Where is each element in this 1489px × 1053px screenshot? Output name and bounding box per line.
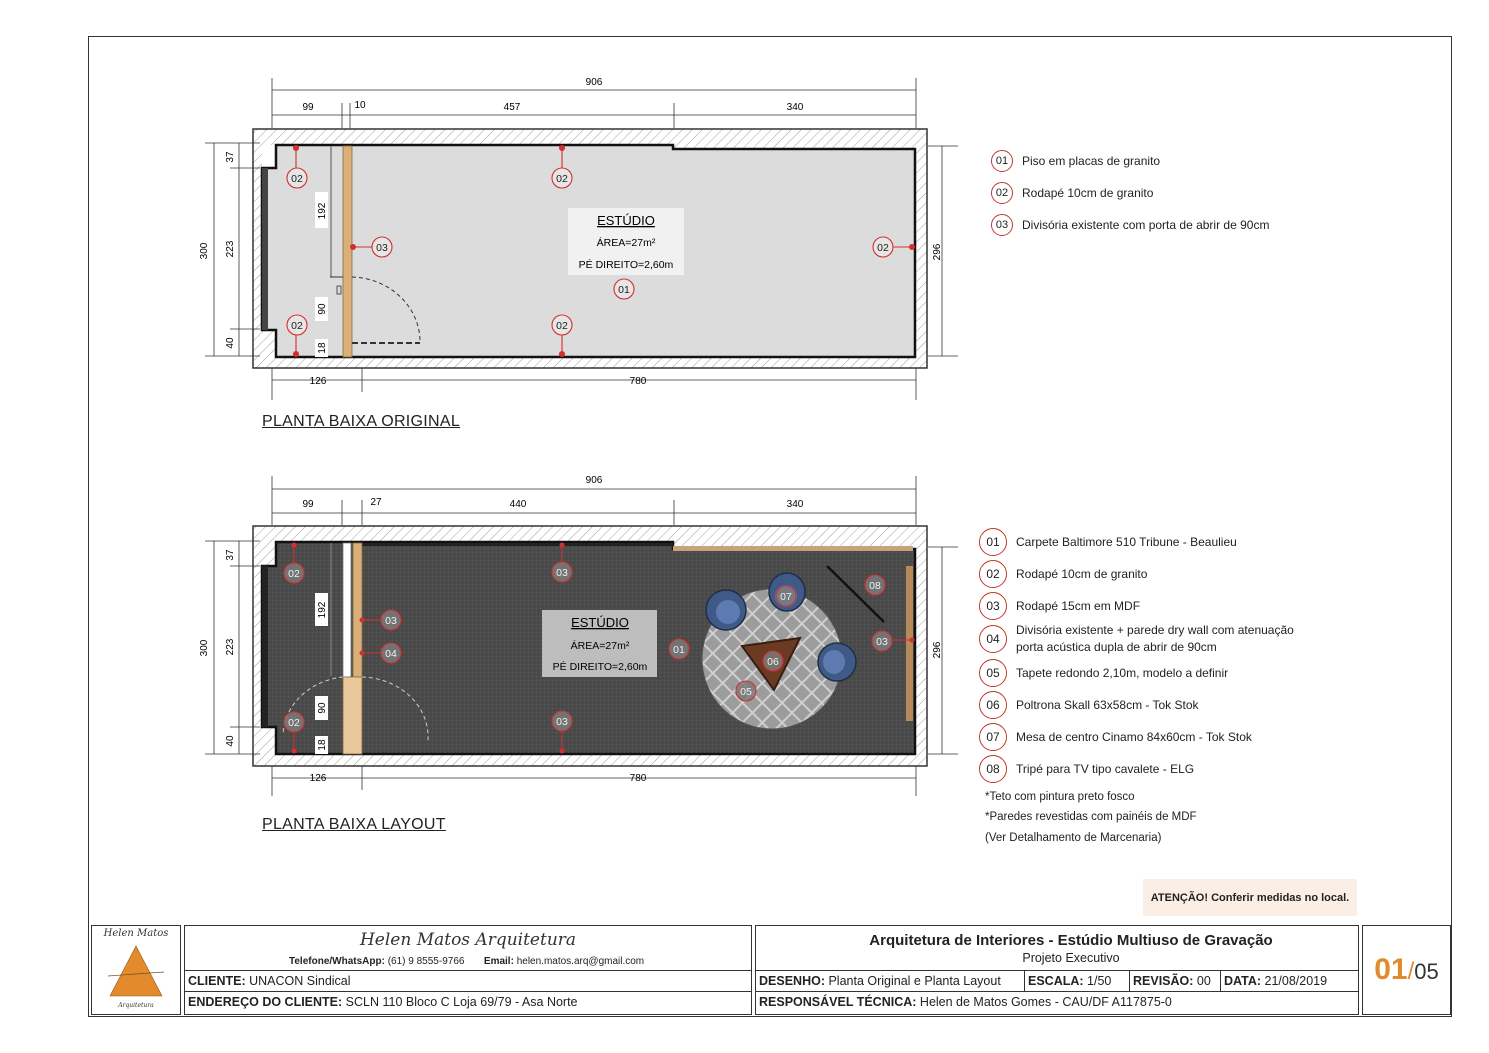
dim-top-b: 10 bbox=[354, 100, 366, 111]
marker-02: 02 bbox=[288, 568, 300, 580]
legend-text: Divisória existente com porta de abrir de 90cm bbox=[1022, 218, 1270, 232]
date-value: 21/08/2019 bbox=[1264, 974, 1328, 988]
client-row bbox=[188, 974, 351, 988]
dim-left-total: 300 bbox=[199, 242, 210, 260]
note-ceiling: *Teto com pintura preto fosco bbox=[985, 791, 1135, 803]
marker-07: 07 bbox=[780, 591, 792, 603]
room-ceiling: PÉ DIREITO=2,60m bbox=[578, 259, 674, 271]
dim-right: 296 bbox=[932, 641, 943, 659]
legend-num: 03 bbox=[979, 592, 1007, 620]
legend-item bbox=[991, 214, 1269, 236]
divider bbox=[756, 970, 1358, 971]
sheet-current: 01 bbox=[1374, 953, 1408, 986]
legend-num: 01 bbox=[991, 150, 1013, 172]
revision-row bbox=[1133, 974, 1211, 988]
dim-top-b: 27 bbox=[370, 497, 382, 508]
legend-item bbox=[979, 659, 1228, 687]
legend-text: Rodapé 10cm de granito bbox=[1016, 567, 1148, 581]
dim-left-a: 37 bbox=[225, 549, 236, 561]
legend-text: Rodapé 10cm de granito bbox=[1022, 186, 1154, 200]
project-box bbox=[755, 925, 1359, 1015]
dim-top-c: 440 bbox=[509, 499, 527, 510]
note-reference: (Ver Detalhamento de Marcenaria) bbox=[985, 832, 1162, 844]
responsible-row bbox=[759, 995, 1172, 1009]
legend-text: Carpete Baltimore 510 Tribune - Beaulieu bbox=[1016, 535, 1237, 549]
plan-original-title: PLANTA BAIXA ORIGINAL bbox=[262, 413, 461, 430]
legend-num: 08 bbox=[979, 755, 1007, 783]
marker-01: 01 bbox=[618, 284, 630, 296]
attention-notice: ATENÇÃO! Conferir medidas no local. bbox=[1143, 879, 1357, 916]
responsible-value: Helen de Matos Gomes - CAU/DF A117875-0 bbox=[919, 995, 1172, 1009]
legend-text: Piso em placas de granito bbox=[1022, 154, 1161, 168]
responsible-label: RESPONSÁVEL TÉCNICA: bbox=[759, 995, 917, 1009]
marker-03: 03 bbox=[556, 567, 568, 579]
sheet-number bbox=[1363, 953, 1450, 987]
sheet-separator: / bbox=[1407, 958, 1415, 985]
date-label: DATA: bbox=[1224, 974, 1262, 988]
dim-inner-b: 90 bbox=[317, 303, 328, 315]
legend-text-block bbox=[1016, 622, 1294, 656]
divider bbox=[185, 991, 751, 992]
legend-item bbox=[979, 755, 1194, 783]
legend-item bbox=[991, 150, 1160, 172]
client-label: CLIENTE: bbox=[188, 974, 246, 988]
legend-item bbox=[979, 592, 1140, 620]
sheet-total: 05 bbox=[1414, 959, 1439, 984]
marker-05: 05 bbox=[740, 686, 752, 698]
dim-top-d: 340 bbox=[786, 499, 804, 510]
marker-08: 08 bbox=[869, 580, 881, 592]
room-name: ESTÚDIO bbox=[571, 615, 629, 630]
legend-item bbox=[979, 691, 1199, 719]
divider bbox=[1129, 970, 1130, 991]
dim-top-a: 99 bbox=[302, 102, 314, 113]
email-label: Email: bbox=[483, 956, 514, 967]
dim-top-c: 457 bbox=[503, 102, 521, 113]
legend-item bbox=[979, 528, 1237, 556]
address-row bbox=[188, 995, 578, 1009]
marker-03: 03 bbox=[385, 615, 397, 627]
marker-03: 03 bbox=[556, 716, 568, 728]
marker-03: 03 bbox=[376, 242, 388, 254]
legend-text: Rodapé 15cm em MDF bbox=[1016, 599, 1141, 613]
logo-script: Helen Matos bbox=[103, 928, 169, 939]
legend-text: Tapete redondo 2,10m, modelo a definir bbox=[1016, 666, 1229, 680]
dim-top-total: 906 bbox=[585, 475, 603, 486]
project-subtitle: Projeto Executivo bbox=[1022, 951, 1120, 965]
contact-line bbox=[289, 956, 644, 967]
plan-layout-title: PLANTA BAIXA LAYOUT bbox=[262, 816, 446, 833]
dim-top-a: 99 bbox=[302, 499, 314, 510]
address-label: ENDEREÇO DO CLIENTE: bbox=[188, 995, 343, 1009]
dim-left-b: 223 bbox=[225, 638, 236, 656]
dim-inner-b: 90 bbox=[317, 702, 328, 714]
marker-02: 02 bbox=[556, 320, 568, 332]
revision-value: 00 bbox=[1196, 974, 1211, 988]
marker-06: 06 bbox=[767, 656, 779, 668]
address-value: SCLN 110 Bloco C Loja 69/79 - Asa Norte bbox=[345, 995, 578, 1009]
drawing-value: Planta Original e Planta Layout bbox=[828, 974, 1001, 988]
legend-num: 01 bbox=[979, 528, 1007, 556]
logo-box bbox=[91, 925, 181, 1015]
dim-inner-a: 192 bbox=[317, 601, 328, 619]
legend-num: 02 bbox=[991, 182, 1013, 204]
dim-left-c: 40 bbox=[225, 337, 236, 349]
dim-left-total: 300 bbox=[199, 639, 210, 657]
client-box bbox=[184, 925, 752, 1015]
logo-sub: Arquitetura bbox=[118, 1002, 154, 1009]
legend-item bbox=[979, 723, 1252, 751]
client-value: UNACON Sindical bbox=[249, 974, 351, 988]
drawing-row bbox=[759, 974, 1001, 988]
dim-inner-a: 192 bbox=[317, 202, 328, 220]
room-ceiling: PÉ DIREITO=2,60m bbox=[552, 661, 648, 673]
legend-text: Poltrona Skall 63x58cm - Tok Stok bbox=[1016, 698, 1199, 712]
phone: (61) 9 8555-9766 bbox=[387, 956, 465, 967]
dim-top-d: 340 bbox=[786, 102, 804, 113]
phone-label: Telefone/WhatsApp: bbox=[289, 956, 385, 967]
dim-inner-c: 18 bbox=[317, 342, 328, 354]
legend-num: 03 bbox=[991, 214, 1013, 236]
legend-item bbox=[979, 560, 1147, 588]
legend-text: Tripé para TV tipo cavalete - ELG bbox=[1016, 762, 1195, 776]
email: helen.matos.arq@gmail.com bbox=[516, 956, 645, 967]
divider bbox=[756, 991, 1358, 992]
marker-02: 02 bbox=[291, 173, 303, 185]
divider bbox=[1220, 970, 1221, 991]
legend-num: 06 bbox=[979, 691, 1007, 719]
room-area: ÁREA=27m² bbox=[596, 237, 656, 249]
marker-04: 04 bbox=[385, 648, 397, 660]
dim-bottom-b: 780 bbox=[629, 773, 647, 784]
project-title: Arquitetura de Interiores - Estúdio Multiuso de Gravação bbox=[869, 932, 1273, 949]
dim-inner-c: 18 bbox=[317, 739, 328, 751]
room-area: ÁREA=27m² bbox=[570, 640, 630, 652]
marker-02: 02 bbox=[556, 173, 568, 185]
dim-right: 296 bbox=[932, 243, 943, 261]
legend-text: Divisória existente + parede dry wall com atenuação bbox=[1016, 623, 1294, 637]
logo-triangle-icon bbox=[106, 942, 166, 1002]
scale-label: ESCALA: bbox=[1028, 974, 1084, 988]
marker-02: 02 bbox=[877, 242, 889, 254]
marker-03: 03 bbox=[876, 636, 888, 648]
dim-bottom-a: 126 bbox=[309, 773, 327, 784]
divider bbox=[1024, 970, 1025, 991]
firm-name: Helen Matos Arquitetura bbox=[359, 930, 577, 950]
divider bbox=[185, 970, 751, 971]
sheet-number-box bbox=[1362, 925, 1451, 1015]
room-name: ESTÚDIO bbox=[597, 213, 655, 228]
dim-bottom-b: 780 bbox=[629, 376, 647, 387]
marker-02: 02 bbox=[288, 717, 300, 729]
legend-num: 02 bbox=[979, 560, 1007, 588]
dim-top-total: 906 bbox=[585, 77, 603, 88]
legend-item bbox=[979, 622, 1294, 656]
scale-value: 1/50 bbox=[1087, 974, 1112, 988]
date-row bbox=[1224, 974, 1327, 988]
dim-left-c: 40 bbox=[225, 735, 236, 747]
legend-num: 05 bbox=[979, 659, 1007, 687]
dim-left-b: 223 bbox=[225, 240, 236, 258]
marker-02: 02 bbox=[291, 320, 303, 332]
drawing-label: DESENHO: bbox=[759, 974, 825, 988]
scale-row bbox=[1028, 974, 1111, 988]
legend-text: porta acústica dupla de abrir de 90cm bbox=[1016, 640, 1217, 654]
dim-left-a: 37 bbox=[225, 151, 236, 163]
marker-01: 01 bbox=[673, 644, 685, 656]
legend-num: 07 bbox=[979, 723, 1007, 751]
legend-item bbox=[991, 182, 1153, 204]
legend-num: 04 bbox=[979, 625, 1007, 653]
note-walls: *Paredes revestidas com painéis de MDF bbox=[985, 811, 1197, 823]
legend-text: Mesa de centro Cinamo 84x60cm - Tok Stok bbox=[1016, 730, 1252, 744]
revision-label: REVISÃO: bbox=[1133, 974, 1194, 988]
dim-bottom-a: 126 bbox=[309, 376, 327, 387]
